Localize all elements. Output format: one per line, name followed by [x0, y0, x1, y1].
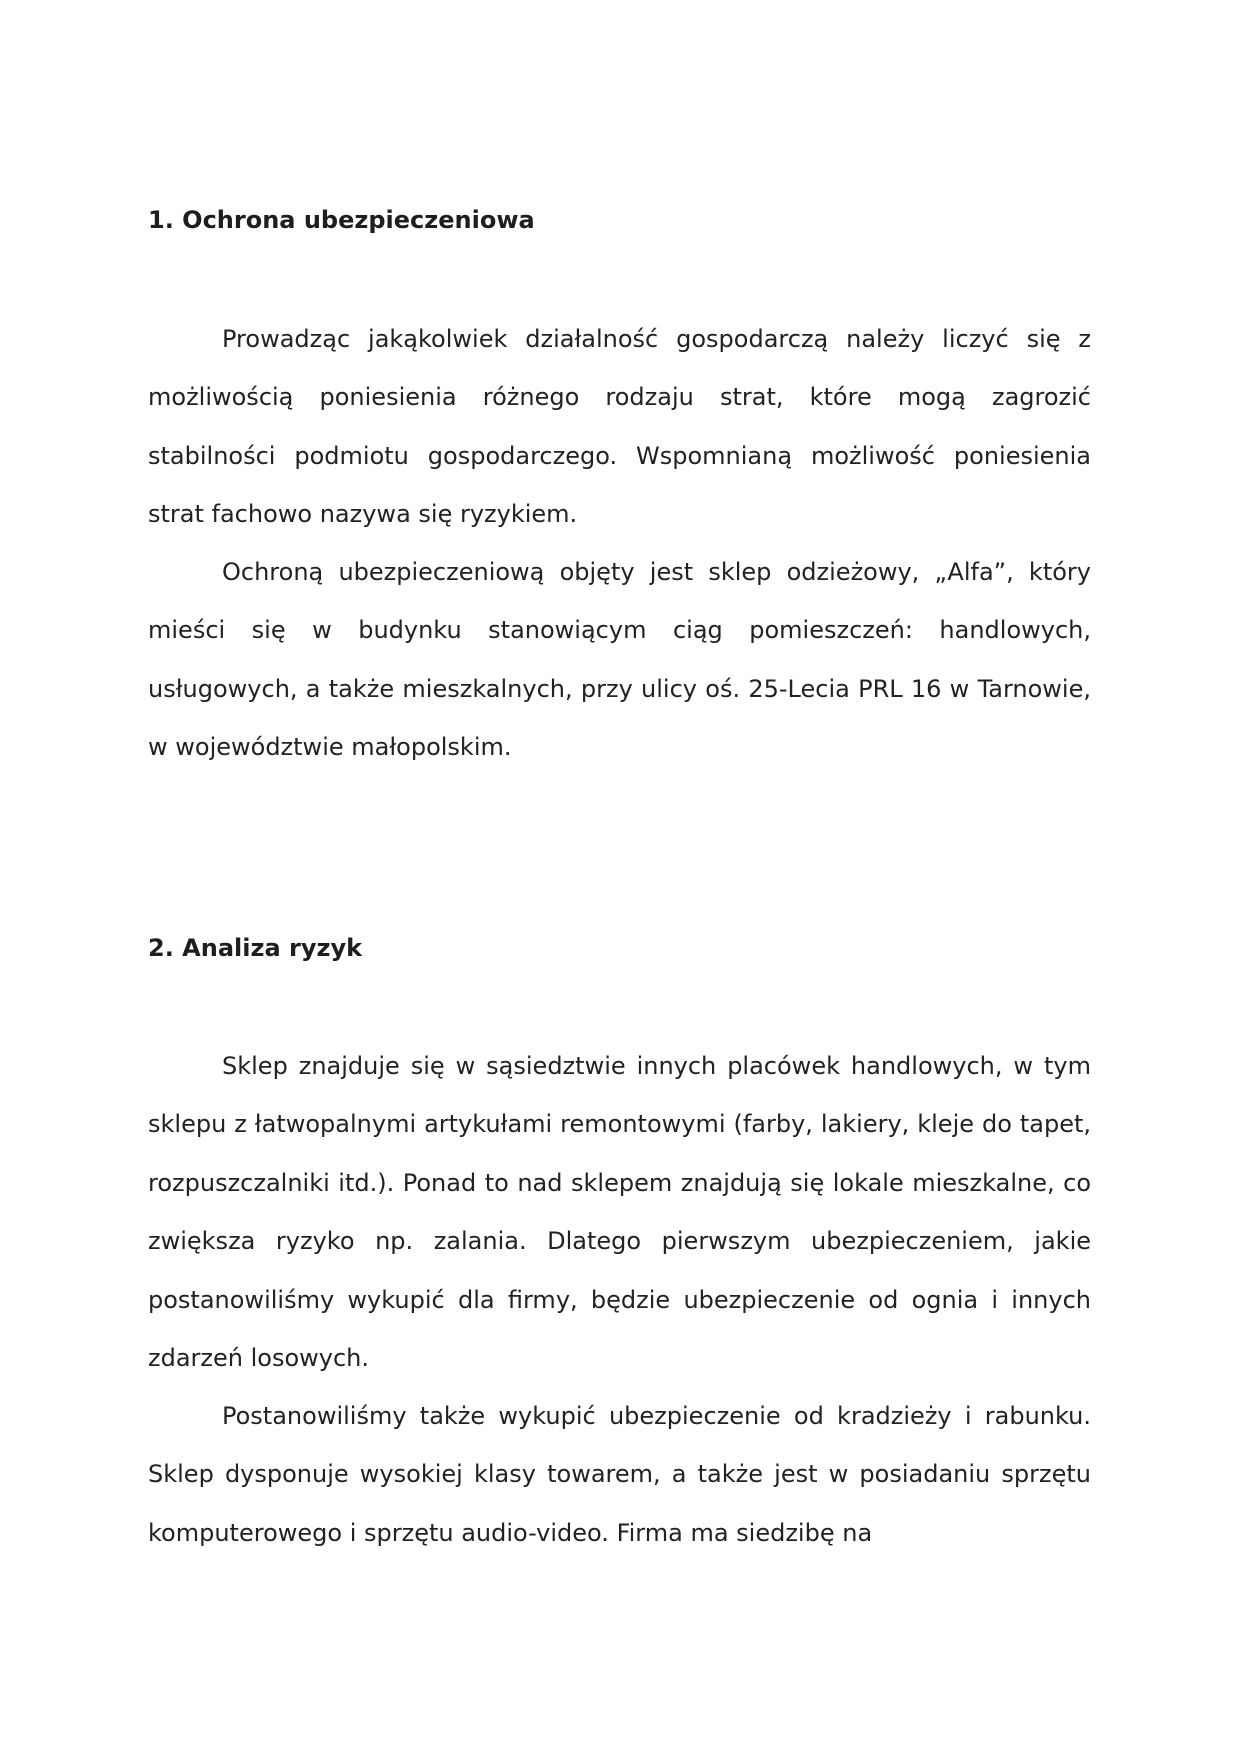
section-1-heading: 1. Ochrona ubezpieczeniowa	[148, 206, 535, 234]
section-2-heading: 2. Analiza ryzyk	[148, 934, 363, 962]
section-1-paragraph-2: Ochroną ubezpieczeniową objęty jest sklep odzieżowy, „Alfa”, który mieści się w budynku stanowiącym ciąg pomieszczeń: handlowych, usługowych, a także mieszkalnych, przy ulicy oś. 25-Lecia PRL 16 w Tarnowie, w województwie małopolskim.	[148, 558, 1091, 762]
section-1-paragraph-1: Prowadząc jakąkolwiek działalność gospodarczą należy liczyć się z możliwością poniesienia różnego rodzaju strat, które mogą zagrozić stabilności podmiotu gospodarczego. Wspomnianą możliwość poniesienia strat fachowo nazywa się ryzykiem.	[148, 325, 1091, 529]
document-page	[148, 0, 1091, 1754]
section-2-paragraph-2: Postanowiliśmy także wykupić ubezpieczenie od kradzieży i rabunku. Sklep dysponuje wysokiej klasy towarem, a także jest w posiadaniu sprzętu komputerowego i sprzętu audio-video. Firma ma siedzibę na	[148, 1402, 1091, 1547]
section-2-paragraph-1: Sklep znajduje się w sąsiedztwie innych placówek handlowych, w tym sklepu z łatwopalnymi artykułami remontowymi (farby, lakiery, kleje do tapet, rozpuszczalniki itd.). Ponad to nad sklepem znajdują się lokale mieszkalne, co zwiększa ryzyko np. zalania. Dlatego pierwszym ubezpieczeniem, jakie postanowiliśmy wykupić dla firmy, będzie ubezpieczenie od ognia i innych zdarzeń losowych.	[148, 1052, 1091, 1373]
